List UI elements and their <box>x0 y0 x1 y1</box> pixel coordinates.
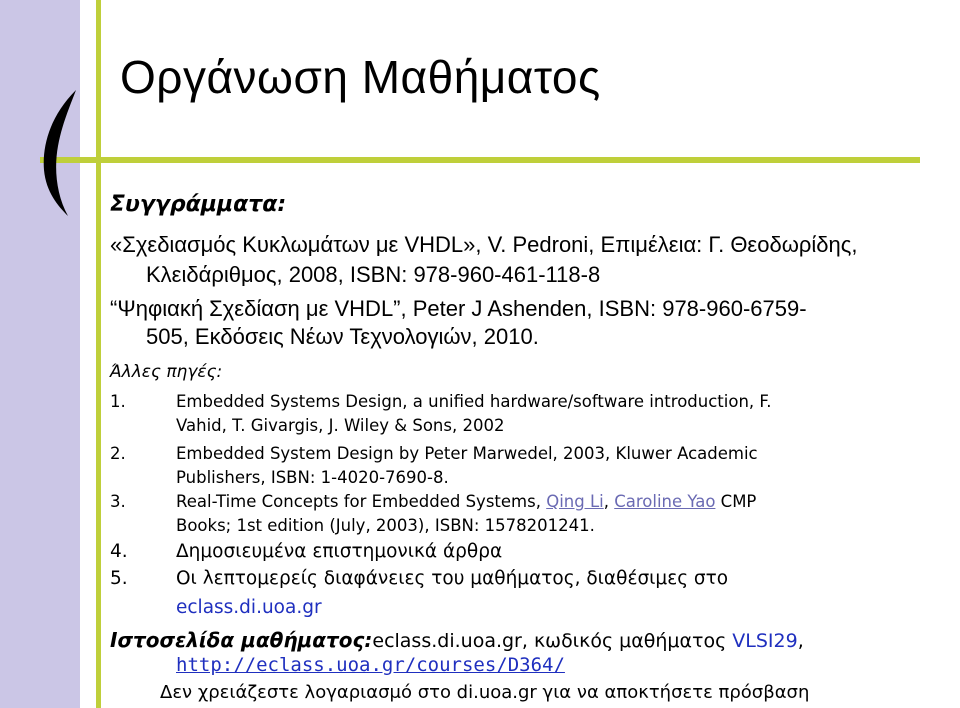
book-2-line-1: “Ψηφιακή Σχεδίαση με VHDL”, Peter J Ashenden, ISBN: 978-960-6759- <box>110 296 807 321</box>
source-2-number: 2. <box>110 444 126 463</box>
source-2-line-2: Publishers, ISBN: 1-4020-7690-8. <box>176 468 449 487</box>
source-5-number: 5. <box>110 568 128 589</box>
source-3-line-2: Books; 1st edition (July, 2003), ISBN: 1578201241. <box>176 516 595 535</box>
website-middle: , κωδικός μαθήματος <box>521 630 733 652</box>
book-1-line-1: «Σχεδιασμός Κυκλωμάτων με VHDL», V. Pedroni, Επιμέλεια: Γ. Θεοδωρίδης, <box>110 232 858 257</box>
website-label: Ιστοσελίδα μαθήματος: <box>110 628 373 652</box>
author-separator: , <box>603 492 615 511</box>
website-line <box>110 628 804 652</box>
source-1-line-1: Embedded Systems Design, a unified hardware/software introduction, F. <box>176 392 772 411</box>
source-3-line-1 <box>176 492 756 511</box>
bracket-ornament-icon <box>36 88 106 218</box>
source-5-line-1: Οι λεπτομερείς διαφάνειες του μαθήματος, διαθέσιμες στο <box>176 568 729 589</box>
access-note: Δεν χρειάζεστε λογαριασμό στο di.uoa.gr για να αποκτήσετε πρόσβαση <box>160 682 810 703</box>
other-sources-header: Άλλες πηγές: <box>110 362 223 382</box>
source-1-line-2: Vahid, T. Givargis, J. Wiley & Sons, 2002 <box>176 416 505 435</box>
author-link-caroline-yao[interactable]: Caroline Yao <box>614 492 716 511</box>
source-3-text: Real-Time Concepts for Embedded Systems, <box>176 492 547 511</box>
author-link-qing-li[interactable]: Qing Li <box>546 492 604 511</box>
course-url-link[interactable]: http://eclass.uoa.gr/courses/D364/ <box>176 654 565 676</box>
source-2-line-1: Embedded System Design by Peter Marwedel, 2003, Kluwer Academic <box>176 444 758 463</box>
books-header: Συγγράμματα: <box>110 192 287 217</box>
website-site[interactable]: eclass.di.uoa.gr <box>372 630 522 652</box>
course-code: VLSI29 <box>732 630 798 652</box>
eclass-link[interactable]: eclass.di.uoa.gr <box>176 597 322 618</box>
source-3-number: 3. <box>110 492 126 511</box>
book-1-line-2: Κλειδάριθμος, 2008, ISBN: 978-960-461-118-8 <box>146 262 601 287</box>
source-1-number: 1. <box>110 392 126 411</box>
website-comma: , <box>797 630 804 652</box>
source-4-number: 4. <box>110 541 128 562</box>
book-2-line-2: 505, Εκδόσεις Νέων Τεχνολογιών, 2010. <box>146 324 539 349</box>
source-3-publisher: CMP <box>715 492 757 511</box>
source-4-text: Δημοσιευμένα επιστημονικά άρθρα <box>176 541 503 562</box>
horizontal-rule <box>40 157 920 163</box>
page-title: Οργάνωση Μαθήματος <box>120 51 601 103</box>
